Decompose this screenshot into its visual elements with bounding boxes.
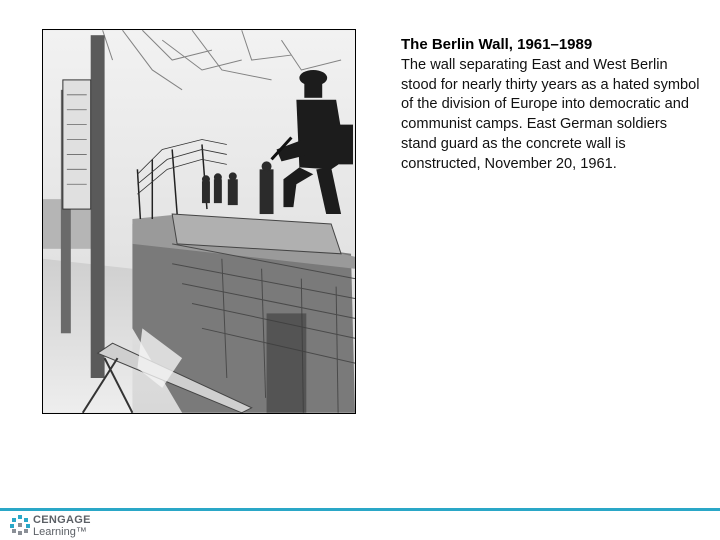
- logo-line-1: CENGAGE: [33, 514, 91, 526]
- logo-line-2: Learning™: [33, 526, 87, 538]
- berlin-wall-photo: [42, 29, 356, 414]
- slide-body-text: The wall separating East and West Berlin stood for nearly thirty years as a hated symbol of the division of Europe into democratic and communist camps. East German soldiers stand guard as the concrete wall is constructed, November 20, 1961.: [401, 57, 700, 172]
- footer-rule: [0, 508, 720, 511]
- cengage-logo-icon: [10, 515, 30, 535]
- slide-title: The Berlin Wall, 1961–1989: [401, 36, 593, 53]
- caption: [401, 36, 701, 174]
- cengage-logo: [10, 513, 110, 539]
